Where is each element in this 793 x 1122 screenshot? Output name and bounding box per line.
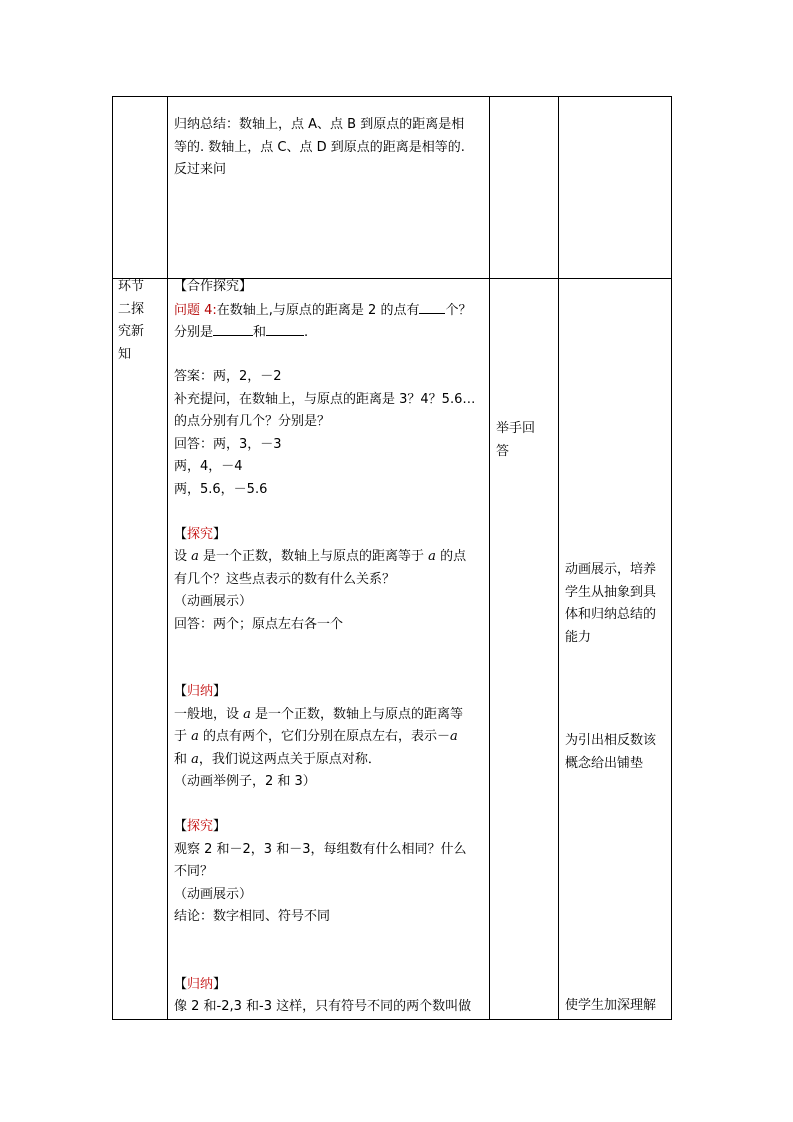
induce-word: 归纳 bbox=[187, 684, 214, 699]
animation-note: （动画展示） bbox=[174, 886, 253, 902]
table-col-divider-1 bbox=[167, 96, 168, 1020]
induce-text bbox=[174, 726, 475, 749]
intent-line: 概念给出铺垫 bbox=[565, 755, 644, 771]
question-4-line2 bbox=[174, 321, 475, 344]
table-border-left bbox=[112, 96, 113, 1020]
table-border-bottom bbox=[112, 1019, 672, 1020]
variable: a bbox=[191, 729, 199, 744]
table-col-divider-3 bbox=[558, 96, 559, 1020]
variable: a bbox=[428, 549, 436, 564]
explore-question: 有几个？这些点表示的数有什么关系？ bbox=[174, 571, 396, 587]
summary-line: 反过来问 bbox=[174, 162, 227, 177]
spacer bbox=[174, 636, 475, 659]
stage-line: 环节 bbox=[118, 279, 145, 294]
answer-line: 回答：两个；原点左右各一个 bbox=[174, 616, 344, 632]
bracket: 【 bbox=[174, 976, 188, 992]
explore-question bbox=[174, 546, 475, 569]
intent-line: 能力 bbox=[565, 629, 592, 645]
explore-word: 探究 bbox=[187, 819, 214, 834]
spacer bbox=[174, 929, 475, 952]
bracket: 【 bbox=[174, 526, 188, 542]
variable: a bbox=[191, 549, 199, 564]
followup-line: 补充提问，在数轴上，与原点的距离是 3？4？5.6… bbox=[174, 391, 476, 407]
question-4 bbox=[174, 299, 475, 322]
followup-line: 的点分别有几个？分别是？ bbox=[174, 414, 331, 429]
text: ，我们说这两点关于原点对称． bbox=[198, 751, 381, 767]
bracket: 【 bbox=[174, 684, 188, 699]
activity-line: 答 bbox=[496, 443, 510, 459]
student-activity-cell bbox=[496, 418, 535, 463]
text: 是一个正数，数轴上与原点的距离等 bbox=[250, 706, 464, 722]
intent-line: 为引出相反数该 bbox=[565, 733, 657, 748]
induce-text: 像 2 和-2,3 和-3 这样，只有符号不同的两个数叫做 bbox=[174, 999, 472, 1014]
blank-underline bbox=[266, 321, 304, 336]
table-border-top bbox=[112, 96, 672, 97]
blank-underline bbox=[419, 299, 445, 314]
summary-cell bbox=[174, 114, 465, 182]
explore-question: 不同？ bbox=[174, 864, 214, 879]
question-4-text: 个？ bbox=[445, 302, 472, 318]
intent-cell-3 bbox=[565, 995, 656, 1018]
animation-note: （动画展示） bbox=[174, 594, 253, 609]
summary-line: 归纳总结：数轴上，点 A、点 B 到原点的距离是相 bbox=[174, 117, 465, 132]
answer-line: 答案：两，2，－2 bbox=[174, 369, 282, 384]
variable: a bbox=[243, 706, 251, 722]
explore-header bbox=[174, 524, 475, 547]
variable: a bbox=[450, 729, 458, 744]
answer-line: 两，5.6，－5.6 bbox=[174, 481, 268, 497]
intent-line: 使学生加深理解 bbox=[565, 998, 657, 1013]
question-4-label: 问题 4: bbox=[174, 302, 217, 318]
text: 一般地，设 bbox=[174, 706, 244, 722]
question-4-text: 和 bbox=[253, 325, 267, 340]
text: 的点 bbox=[435, 549, 467, 564]
induce-text bbox=[174, 704, 475, 727]
table-col-divider-2 bbox=[489, 96, 490, 1020]
summary-line: 等的. 数轴上，点 C、点 D 到原点的距离是相等的. bbox=[174, 139, 465, 155]
intent-line: 动画展示，培养 bbox=[565, 562, 657, 577]
text: 和 bbox=[174, 751, 192, 767]
answer-line: 回答：两，3，－3 bbox=[174, 436, 282, 452]
bracket: 】 bbox=[213, 526, 227, 542]
variable: a bbox=[191, 751, 199, 767]
stage-cell bbox=[118, 276, 144, 366]
blank-underline bbox=[213, 321, 253, 336]
animation-note: （动画举例子，2 和 3） bbox=[174, 774, 316, 789]
stage-line: 二探 bbox=[118, 301, 145, 317]
explore-question: 观察 2 和－2，3 和－3，每组数有什么相同？什么 bbox=[174, 841, 467, 857]
stage-line: 究新 bbox=[118, 324, 145, 339]
intent-cell-1 bbox=[565, 559, 656, 649]
spacer bbox=[174, 501, 475, 524]
intent-cell-2 bbox=[565, 730, 656, 775]
induce-header bbox=[174, 681, 475, 704]
induce-word: 归纳 bbox=[187, 976, 214, 992]
intent-line: 学生从抽象到具 bbox=[565, 584, 657, 600]
bracket: 】 bbox=[213, 684, 227, 699]
table-border-right bbox=[671, 96, 672, 1020]
induce-text bbox=[174, 749, 475, 772]
explore-header bbox=[174, 816, 475, 839]
intent-line: 体和归纳总结的 bbox=[565, 607, 657, 622]
bracket: 【 bbox=[174, 819, 188, 834]
answer-line: 两，4，－4 bbox=[174, 459, 243, 474]
spacer bbox=[174, 344, 475, 367]
activity-line: 举手回 bbox=[496, 421, 536, 436]
spacer bbox=[174, 659, 475, 682]
explore-word: 探究 bbox=[187, 526, 214, 542]
conclusion-line: 结论：数字相同、符号不同 bbox=[174, 909, 331, 924]
question-4-text: 分别是 bbox=[174, 325, 214, 340]
coop-header: 【合作探究】 bbox=[174, 279, 253, 294]
spacer bbox=[174, 951, 475, 974]
text: 的点有两个，它们分别在原点左右，表示－ bbox=[198, 729, 451, 744]
induce-header bbox=[174, 974, 475, 997]
question-4-text: . bbox=[304, 325, 309, 340]
bracket: 】 bbox=[213, 976, 227, 992]
stage-line: 知 bbox=[118, 346, 132, 362]
text: 于 bbox=[174, 729, 192, 744]
spacer bbox=[174, 794, 475, 817]
text: 设 bbox=[174, 549, 192, 564]
bracket: 】 bbox=[213, 819, 227, 834]
content-cell bbox=[174, 276, 475, 1019]
question-4-text: 在数轴上,与原点的距离是 2 的点有 bbox=[216, 302, 420, 318]
text: 是一个正数，数轴上与原点的距离等于 bbox=[198, 549, 429, 564]
